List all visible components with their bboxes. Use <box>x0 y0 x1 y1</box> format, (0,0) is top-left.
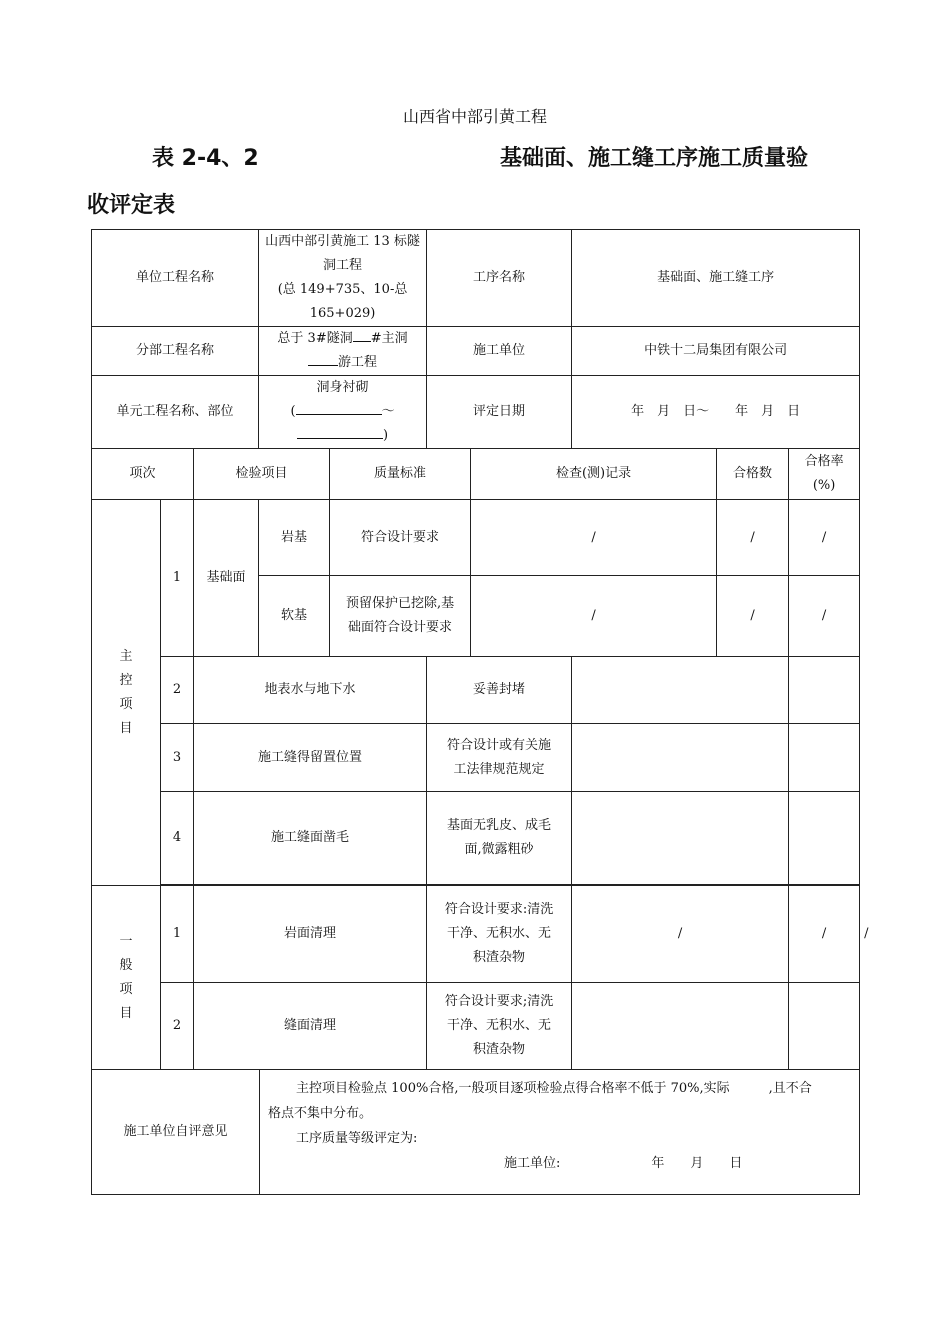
main-3-standard-line1: 符合设计或有关施 <box>447 737 552 753</box>
opinion-label: 施工单位自评意见 <box>92 1070 260 1195</box>
col-pass-count: 合格数 <box>717 449 789 500</box>
main-label-char: 控 <box>119 672 133 688</box>
division-label: 分部工程名称 <box>92 327 259 376</box>
main-4-item: 施工缝面凿毛 <box>194 792 427 885</box>
main-3-record <box>572 724 789 792</box>
main-1-sub-soft: 软基 <box>259 576 330 657</box>
main-1b-standard-line1: 预留保护已挖除,基 <box>345 596 455 611</box>
col-pass-rate-line2: (%) <box>812 478 836 493</box>
general-2-no: 2 <box>161 983 194 1070</box>
eval-date-label: 评定日期 <box>427 376 572 449</box>
col-standard: 质量标准 <box>330 449 471 500</box>
form-title: 基础面、施工缝工序施工质量验 <box>500 146 809 171</box>
general-2-standard-line1: 符合设计要求;清洗 <box>444 994 554 1009</box>
main-row-2 <box>92 657 860 724</box>
col-record: 检查(测)记录 <box>471 449 717 500</box>
general-label-char: 项 <box>119 981 133 997</box>
main-row-1a <box>92 500 860 576</box>
main-1a-record: / <box>471 500 717 576</box>
opinion-line3: 工序质量等级评定为: <box>296 1131 418 1146</box>
division-value-part3: 游工程 <box>338 355 378 370</box>
main-1-sub-rock: 岩基 <box>259 500 330 576</box>
info-row-element <box>92 376 860 449</box>
general-label-char: 般 <box>119 957 133 973</box>
main-label-char: 主 <box>119 648 133 664</box>
main-1b-record: / <box>471 576 717 657</box>
general-2-standard <box>427 983 572 1070</box>
inspection-form-table <box>91 229 869 1195</box>
main-3-count <box>789 724 860 792</box>
main-4-standard-line2: 面,微露粗砂 <box>464 842 534 857</box>
general-1-record: / <box>572 886 789 983</box>
main-4-no: 4 <box>161 792 194 885</box>
general-1-no: 1 <box>161 886 194 983</box>
division-value-part1: 总于 3#隧洞 <box>277 331 353 346</box>
general-2-count <box>789 983 860 1070</box>
constructor-label: 施工单位 <box>427 327 572 376</box>
main-1b-rate: / <box>789 576 860 657</box>
general-label-char: 目 <box>119 1005 133 1021</box>
main-4-standard-line1: 基面无乳皮、成毛 <box>447 818 552 833</box>
main-2-no: 2 <box>161 657 194 724</box>
unit-project-label: 单位工程名称 <box>92 230 259 327</box>
general-1-standard-line3: 积渣杂物 <box>473 950 526 965</box>
constructor-value: 中铁十二局集团有限公司 <box>572 327 860 376</box>
general-1-count: / <box>789 886 860 983</box>
main-1b-standard-line2: 础面符合设计要求 <box>348 620 453 635</box>
main-label-char: 项 <box>119 696 133 712</box>
main-3-standard <box>427 724 572 792</box>
division-blank-2 <box>308 351 338 366</box>
process-name-label: 工序名称 <box>427 230 572 327</box>
main-2-standard: 妥善封堵 <box>427 657 572 724</box>
unit-project-value-line2: (总 149+735、10-总 165+029) <box>277 282 408 321</box>
main-1-item: 基础面 <box>194 500 259 657</box>
info-row-division <box>92 327 860 376</box>
form-number: 表 2-4、2 <box>152 146 259 171</box>
main-3-no: 3 <box>161 724 194 792</box>
general-2-item: 缝面清理 <box>194 983 427 1070</box>
eval-date-value: 年 月 日～ 年 月 日 <box>572 376 860 449</box>
general-1-standard-line1: 符合设计要求:清洗 <box>444 902 554 917</box>
main-1b-count: / <box>717 576 789 657</box>
division-blank-1 <box>353 327 371 342</box>
opinion-signature-line: 施工单位: 年 月 日 <box>504 1156 743 1171</box>
col-pass-rate-line1: 合格率 <box>804 454 844 469</box>
col-pass-rate <box>789 449 860 500</box>
col-item: 项次 <box>92 449 194 500</box>
main-2-count <box>789 657 860 724</box>
opinion-line1: 主控项目检验点 100%合格,一般项目逐项检验点得合格率不低于 70%,实际 ,且不合 <box>296 1081 812 1096</box>
general-2-standard-line2: 干净、无积水、无 <box>447 1018 552 1033</box>
general-row-1: 一 般 项 目 1 岩面清理 符合设计要求:清洗 干净、无积水、无 积渣杂物 / / / <box>92 886 860 983</box>
main-4-record <box>572 792 789 885</box>
general-1-item: 岩面清理 <box>194 886 427 983</box>
division-value-part2: #主洞 <box>370 331 408 346</box>
process-name-value: 基础面、施工缝工序 <box>572 230 860 327</box>
element-label: 单元工程名称、部位 <box>92 376 259 449</box>
general-row-2 <box>92 983 860 1070</box>
element-value <box>259 376 427 449</box>
element-close-paren: ) <box>382 428 389 443</box>
unit-project-value-line1: 山西中部引黄施工 13 标隧洞工程 <box>265 234 420 273</box>
element-tilde: ～ <box>381 404 395 419</box>
general-2-standard-line3: 积渣杂物 <box>473 1042 526 1057</box>
main-2-record <box>572 657 789 724</box>
general-2-record <box>572 983 789 1070</box>
main-1a-count: / <box>717 500 789 576</box>
main-3-standard-line2: 工法律规范规定 <box>453 761 545 777</box>
element-blank-start <box>296 400 382 415</box>
document-header: 山西省中部引黄工程 <box>402 107 547 126</box>
general-label <box>92 886 161 1070</box>
main-row-3 <box>92 724 860 792</box>
opinion-row <box>92 1070 860 1195</box>
main-control-label <box>92 500 161 886</box>
general-1-standard <box>427 886 572 983</box>
main-label-char: 目 <box>119 720 133 736</box>
opinion-content <box>260 1070 860 1195</box>
main-1a-standard: 符合设计要求 <box>330 500 471 576</box>
main-1a-rate: / <box>789 500 860 576</box>
form-title-continuation: 收评定表 <box>87 193 176 218</box>
info-row-unit <box>92 230 860 327</box>
main-2-item: 地表水与地下水 <box>194 657 427 724</box>
main-row-4 <box>92 792 860 885</box>
column-header-row <box>92 449 860 500</box>
element-blank-end <box>297 424 383 439</box>
general-label-char: 一 <box>119 933 133 949</box>
opinion-line2: 格点不集中分布。 <box>268 1106 373 1121</box>
col-inspect-item: 检验项目 <box>194 449 330 500</box>
general-1-standard-line2: 干净、无积水、无 <box>447 926 552 941</box>
main-1b-standard <box>330 576 471 657</box>
unit-project-value <box>259 230 427 327</box>
main-4-count <box>789 792 860 885</box>
main-1-no: 1 <box>161 500 194 657</box>
element-value-name: 洞身衬砌 <box>316 380 369 395</box>
element-open-paren: ( <box>290 404 296 419</box>
main-3-item: 施工缝得留置位置 <box>194 724 427 792</box>
division-value <box>259 327 427 376</box>
main-4-standard <box>427 792 572 885</box>
